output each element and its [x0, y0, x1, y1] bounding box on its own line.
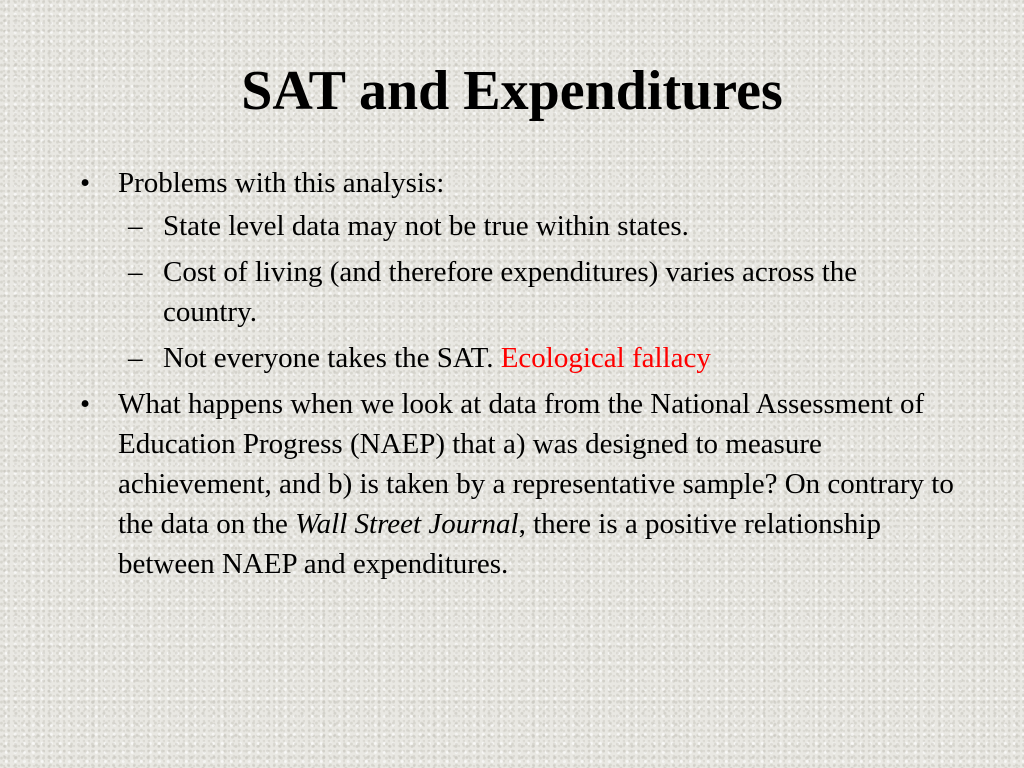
bullet-marker: •	[80, 388, 91, 420]
wall-street-journal-emphasis: Wall Street Journal	[295, 508, 519, 540]
sub-item-cost-of-living	[118, 252, 954, 332]
sub-item-not-everyone	[118, 338, 954, 378]
bullet-text-naep-after: , there is a positive relationship between NAEP and expenditures.	[118, 508, 881, 580]
sub-item-text: Cost of living (and therefore expenditures) varies across the country.	[163, 256, 858, 328]
sub-list	[118, 206, 954, 378]
bullet-text-naep-before: What happens when we look at data from the National Assessment of Education Progress (NAEP) that a) was designed to measure achievement, and b) is taken by a representative sample? On contrary to the data on the	[118, 388, 954, 540]
slide-title: SAT and Expenditures	[241, 60, 783, 122]
bullet-item-naep	[74, 384, 954, 584]
dash-marker: –	[128, 210, 143, 242]
dash-marker: –	[128, 256, 143, 288]
bullet-item-problems	[74, 163, 954, 378]
sub-item-state-level	[118, 206, 954, 246]
bullet-list	[74, 163, 954, 584]
bullet-text-problems: Problems with this analysis:	[118, 167, 445, 199]
sub-item-text: State level data may not be true within states.	[163, 210, 689, 242]
sub-item-text: Not everyone takes the SAT.	[163, 342, 494, 374]
bullet-marker: •	[80, 167, 91, 199]
ecological-fallacy-highlight: Ecological fallacy	[500, 342, 711, 374]
dash-marker: –	[128, 342, 143, 374]
